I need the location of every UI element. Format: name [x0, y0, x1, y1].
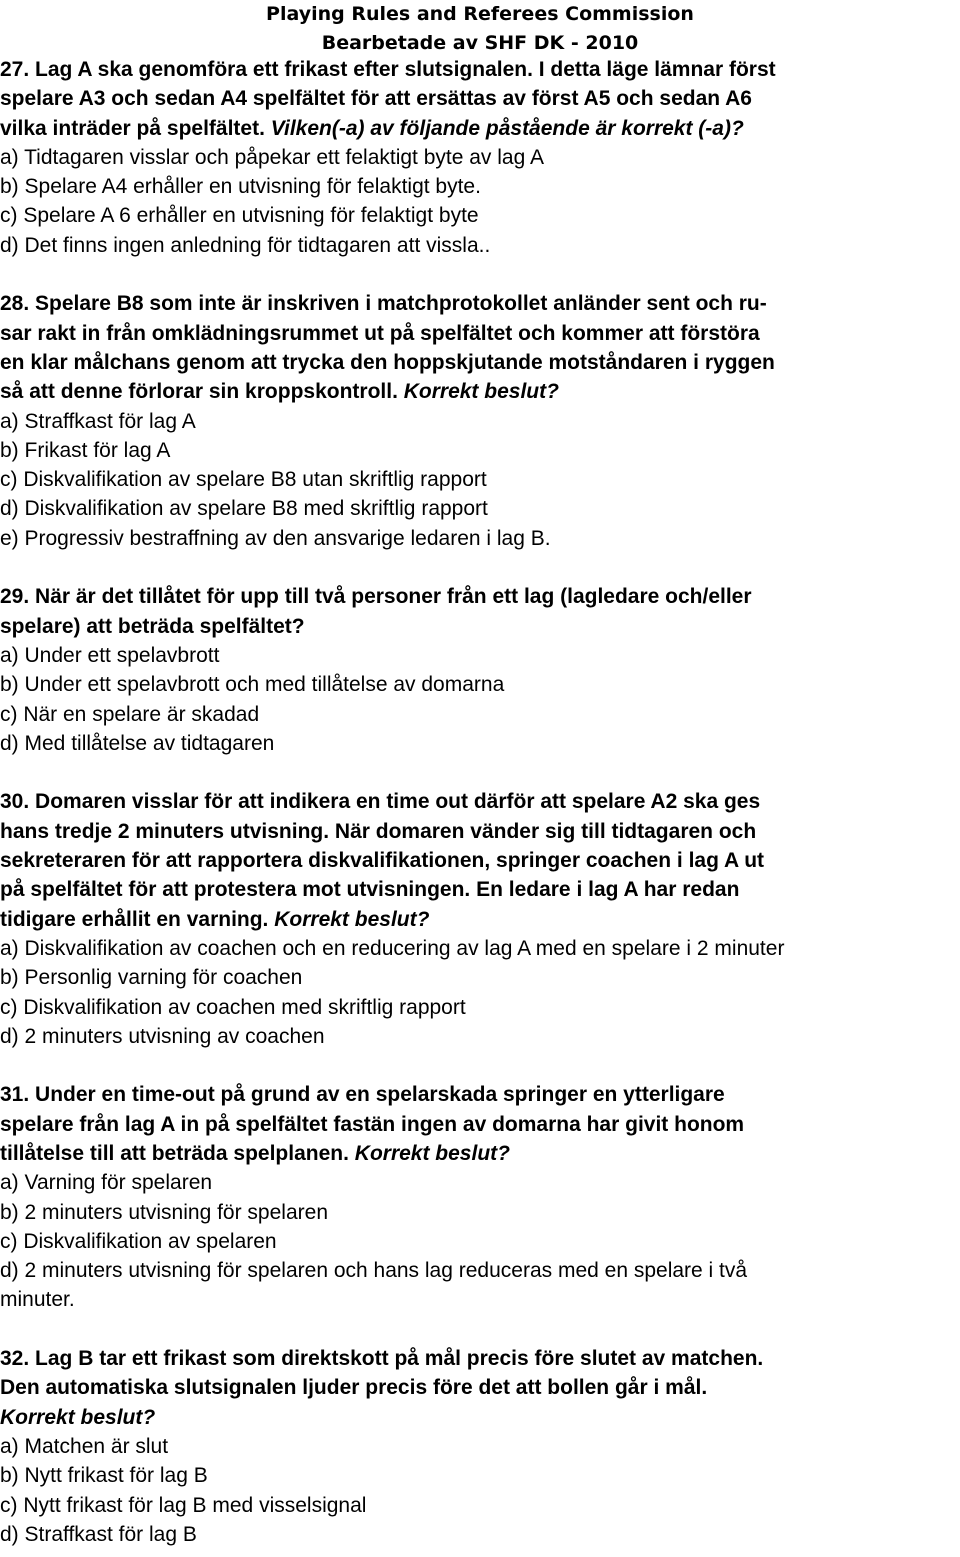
question-prompt: Vilken(-a) av följande påstående är korrekt (-a)?	[264, 116, 744, 140]
question-text: 28. Spelare B8 som inte är inskriven i matchprotokollet anländer sent och ru-	[0, 292, 767, 316]
answer-option: a) Straffkast för lag A	[0, 409, 196, 433]
question-text: en klar målchans genom att trycka den hoppskjutande motståndaren i ryggen	[0, 350, 775, 374]
answer-option: c) Diskvalifikation av spelaren	[0, 1229, 277, 1253]
question-32	[0, 1344, 960, 1549]
answer-option: d) Straffkast för lag B	[0, 1522, 197, 1546]
answer-option: d) 2 minuters utvisning för spelaren och hans lag reduceras med en spelare i två	[0, 1259, 748, 1283]
question-prompt: Korrekt beslut?	[397, 380, 559, 404]
page-header	[0, 0, 960, 58]
document-body	[0, 55, 960, 1549]
question-text: 27. Lag A ska genomföra ett frikast efter slutsignalen. I detta läge lämnar först	[0, 58, 776, 81]
answer-option: c) Diskvalifikation av spelare B8 utan skriftlig rapport	[0, 468, 487, 492]
question-text	[0, 114, 960, 143]
question-27	[0, 55, 960, 260]
answer-option: b) Frikast för lag A	[0, 438, 171, 462]
answer-option: b) Spelare A4 erhåller en utvisning för felaktigt byte.	[0, 175, 481, 199]
question-29	[0, 582, 960, 758]
question-text: 32. Lag B tar ett frikast som direktskott på mål precis före slutet av matchen.	[0, 1347, 764, 1371]
answer-option: e) Progressiv bestraffning av den ansvarige ledaren i lag B.	[0, 526, 551, 550]
question-30	[0, 787, 960, 1051]
question-text: hans tredje 2 minuters utvisning. När domaren vänder sig till tidtagaren och	[0, 819, 757, 843]
question-text: sekreteraren för att rapportera diskvalifikationen, springer coachen i lag A ut	[0, 849, 765, 873]
answer-option: d) Diskvalifikation av spelare B8 med skriftlig rapport	[0, 497, 488, 521]
answer-option: c) Spelare A 6 erhåller en utvisning för felaktigt byte	[0, 204, 479, 228]
answer-option-continued: minuter.	[0, 1288, 75, 1312]
question-text: 29. När är det tillåtet för upp till två personer från ett lag (lagledare och/eller	[0, 585, 752, 609]
question-text: sar rakt in från omklädningsrummet ut på spelfältet och kommer att förstöra	[0, 321, 760, 345]
spacer	[0, 1051, 960, 1080]
question-text	[0, 905, 960, 934]
answer-option: d) Det finns ingen anledning för tidtagaren att vissla..	[0, 233, 491, 257]
question-text: 30. Domaren visslar för att indikera en time out därför att spelare A2 ska ges	[0, 790, 761, 814]
question-text	[0, 1139, 960, 1168]
question-prompt: Korrekt beslut?	[268, 907, 430, 931]
answer-option: d) 2 minuters utvisning av coachen	[0, 1024, 325, 1048]
spacer	[0, 553, 960, 582]
answer-option: a) Under ett spelavbrott	[0, 643, 220, 667]
question-text-part: vilka inträder på spelfältet.	[0, 116, 265, 140]
question-prompt: Korrekt beslut?	[348, 1141, 510, 1165]
answer-option: d) Med tillåtelse av tidtagaren	[0, 731, 275, 755]
answer-option: b) Personlig varning för coachen	[0, 966, 303, 990]
question-text: spelare från lag A in på spelfältet fastän ingen av domarna har givit honom	[0, 1112, 745, 1136]
header-title: Playing Rules and Referees Commission	[266, 3, 694, 25]
question-text-part: tillåtelse till att beträda spelplanen.	[0, 1141, 349, 1165]
answer-option: b) 2 minuters utvisning för spelaren	[0, 1200, 328, 1224]
answer-option: c) Nytt frikast för lag B med visselsignal	[0, 1493, 367, 1517]
question-text: spelare) att beträda spelfältet?	[0, 614, 305, 638]
question-text: spelare A3 och sedan A4 spelfältet för att ersättas av först A5 och sedan A6	[0, 87, 752, 111]
answer-option: a) Tidtagaren visslar och påpekar ett felaktigt byte av lag A	[0, 145, 544, 169]
question-text-part: så att denne förlorar sin kroppskontroll.	[0, 380, 398, 404]
answer-option: b) Under ett spelavbrott och med tillåtelse av domarna	[0, 673, 505, 697]
answer-option: c) När en spelare är skadad	[0, 702, 260, 726]
spacer	[0, 260, 960, 289]
question-28	[0, 289, 960, 553]
spacer	[0, 1315, 960, 1344]
question-text: 31. Under en time-out på grund av en spelarskada springer en ytterligare	[0, 1083, 725, 1107]
question-31	[0, 1080, 960, 1314]
spacer	[0, 758, 960, 787]
question-text: på spelfältet för att protestera mot utvisningen. En ledare i lag A har redan	[0, 878, 740, 902]
answer-option: a) Varning för spelaren	[0, 1171, 213, 1195]
answer-option: a) Matchen är slut	[0, 1434, 169, 1458]
question-text	[0, 377, 960, 406]
question-text: Den automatiska slutsignalen ljuder precis före det att bollen går i mål.	[0, 1376, 708, 1400]
answer-option: a) Diskvalifikation av coachen och en reducering av lag A med en spelare i 2 minuter	[0, 936, 785, 960]
question-text-part: tidigare erhållit en varning.	[0, 907, 269, 931]
header-subtitle: Bearbetade av SHF DK - 2010	[321, 32, 639, 54]
answer-option: b) Nytt frikast för lag B	[0, 1464, 208, 1488]
question-prompt: Korrekt beslut?	[0, 1405, 156, 1429]
answer-option: c) Diskvalifikation av coachen med skriftlig rapport	[0, 995, 466, 1019]
